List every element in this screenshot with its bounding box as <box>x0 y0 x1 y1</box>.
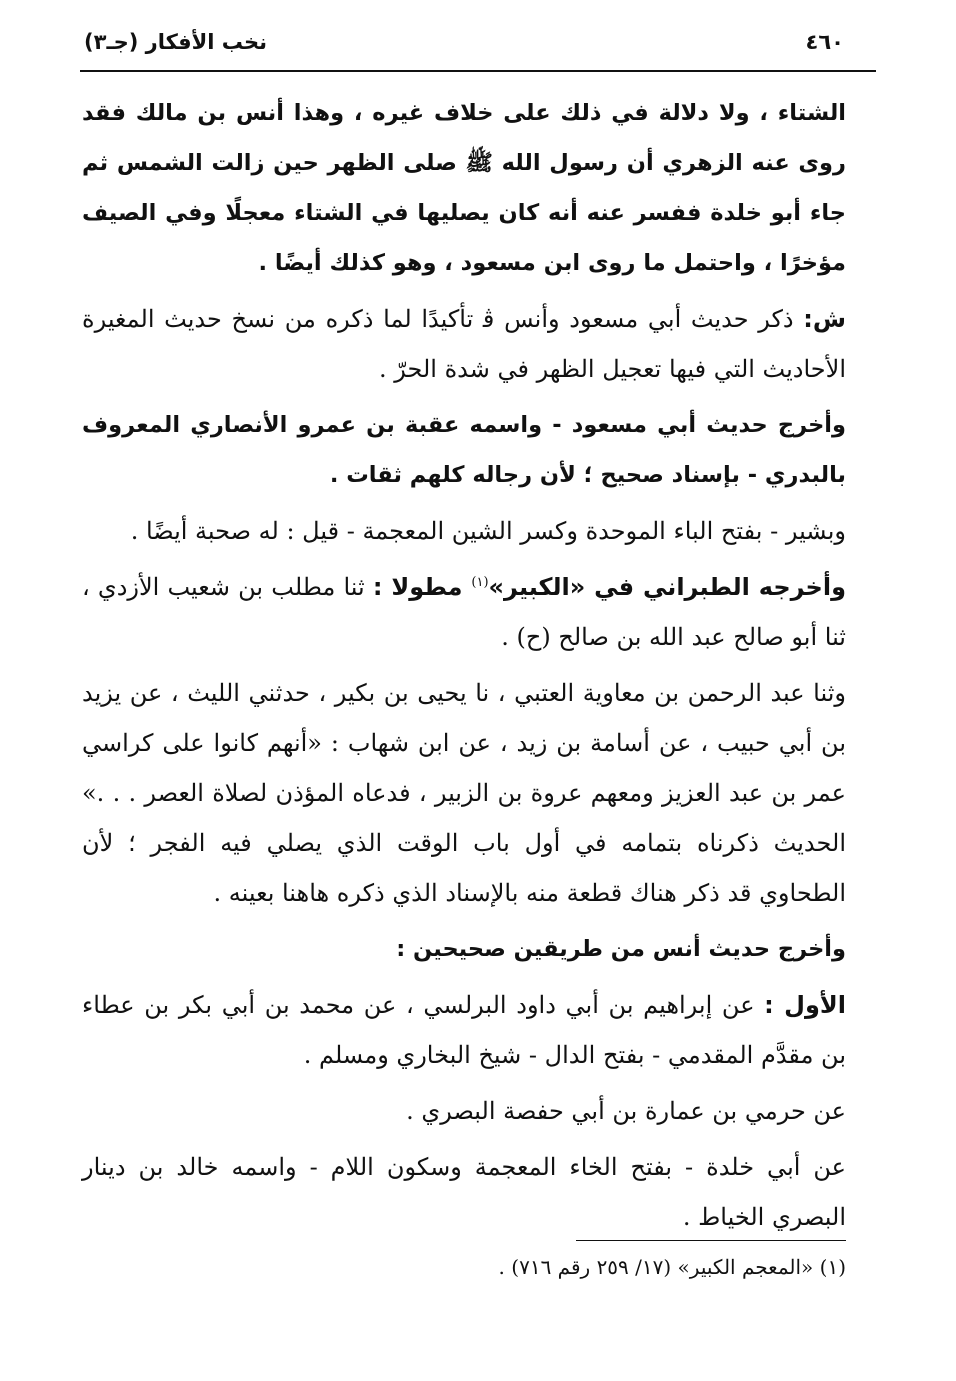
paragraph-text: الشتاء ، ولا دلالة في ذلك على خلاف غيره ، وهذا أنس بن مالك فقد روى عنه الزهري أن رسول الله ﷺ صلى الظهر حين زالت الشمس ثم جاء أبو خلدة ففسر عنه أنه كان يصليها في الشتاء معجلًا وفي الصيف مؤخرًا ، واحتمل ما روى ابن مسعود ، وهو كذلك أيضًا . <box>82 100 846 276</box>
running-title: نخب الأفكار (جـ٣) <box>84 30 267 54</box>
matn-paragraph <box>82 88 846 288</box>
paragraph-text: وأخرج حديث أبي مسعود - واسمه عقبة بن عمرو الأنصاري المعروف بالبدري - بإسناد صحيح ؛ لأن رجاله كلهم ثقات . <box>82 412 846 488</box>
commentary-paragraph <box>82 294 846 394</box>
page-number: ٤٦٠ <box>805 30 844 54</box>
paragraph-text: وأخرج حديث أنس من طريقين صحيحين : <box>396 936 846 962</box>
bold-paragraph <box>82 400 846 500</box>
paragraph-lead-2: مطولا : <box>372 573 472 601</box>
footnote-ref: (١) <box>471 575 489 590</box>
page-body <box>82 88 846 1248</box>
commentary-paragraph <box>82 1086 846 1136</box>
commentary-paragraph <box>82 980 846 1080</box>
paragraph-text: ثنا مطلب بن شعيب الأزدي ، ثنا أبو صالح عبد الله بن صالح (ح) . <box>82 573 846 651</box>
paragraph-text: وثنا عبد الرحمن بن معاوية العتبي ، نا يحيى بن بكير ، حدثني الليث ، عن يزيد بن أبي حبيب ، عن أسامة بن زيد ، عن ابن شهاب : «أنهم كانوا على كراسي عمر بن عبد العزيز ومعهم عروة بن الزبير ، فدعاه المؤذن لصلاة العصر . . .» الحديث ذكرناه بتمامه في أول باب الوقت الذي يصلي فيه الفجر ؛ لأن الطحاوي قد ذكر هناك قطعة منه بالإسناد الذي ذكره هاهنا بعينه . <box>82 679 846 907</box>
commentary-paragraph <box>82 668 846 918</box>
commentary-paragraph <box>82 1142 846 1242</box>
header-divider <box>80 70 876 72</box>
page-header <box>84 22 844 62</box>
paragraph-text: ذكر حديث أبي مسعود وأنس ﭬ تأكيدًا لما ذكره من نسخ حديث المغيرة الأحاديث التي فيها تعجيل الظهر في شدة الحرّ . <box>82 305 846 383</box>
footnote-divider <box>576 1240 846 1241</box>
paragraph-text: وبشير - بفتح الباء الموحدة وكسر الشين المعجمة - قيل : له صحبة أيضًا . <box>130 517 846 545</box>
paragraph-lead: الأول : <box>764 991 846 1019</box>
sharh-marker: ش: <box>803 305 846 333</box>
paragraph-text: عن أبي خلدة - بفتح الخاء المعجمة وسكون اللام - واسمه خالد بن دينار البصري الخياط . <box>82 1153 846 1231</box>
commentary-paragraph <box>82 562 846 662</box>
paragraph-lead: وأخرجه الطبراني في «الكبير» <box>488 573 846 601</box>
footnote: (١) «المعجم الكبير» (١٧/ ٢٥٩ رقم ٧١٦) . <box>498 1255 846 1279</box>
paragraph-text: عن إبراهيم بن أبي داود البرلسي ، عن محمد بن أبي بكر بن عطاء بن مقدَّم المقدمي - بفتح الدال - شيخ البخاري ومسلم . <box>82 991 846 1069</box>
commentary-paragraph <box>82 506 846 556</box>
paragraph-text: عن حرمي بن عمارة بن أبي حفصة البصري . <box>406 1097 846 1125</box>
bold-paragraph <box>82 924 846 974</box>
